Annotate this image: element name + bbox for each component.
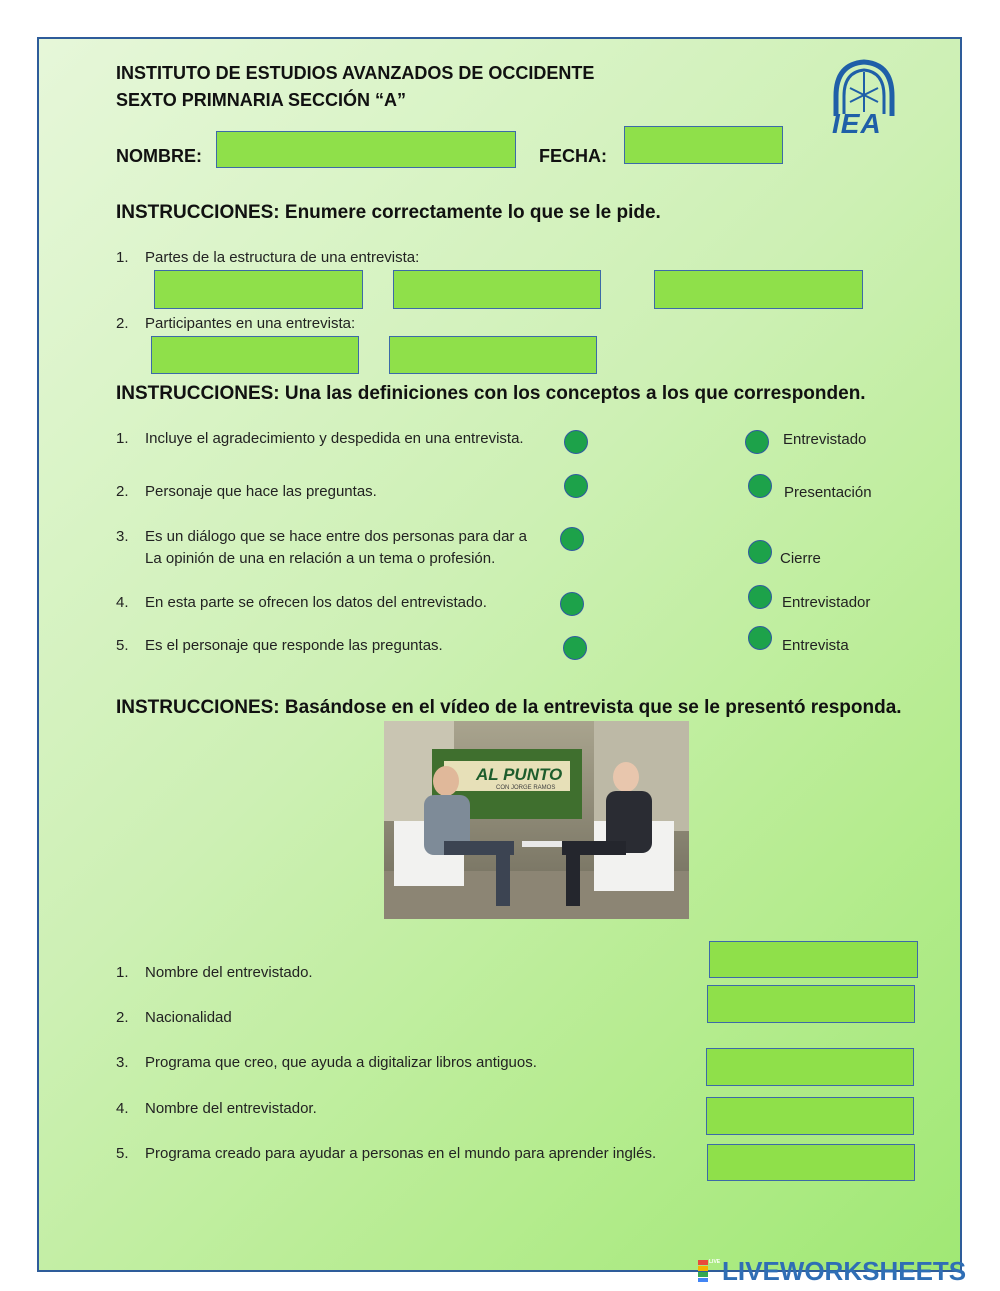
match-dot-left-1[interactable]	[564, 430, 588, 454]
definition-text-line2: La opinión de una en relación a un tema o profesión.	[145, 550, 496, 567]
item-number: 5.	[116, 637, 129, 654]
liveworksheets-brand	[698, 1257, 994, 1287]
concept-cierre: Cierre	[780, 550, 821, 567]
item-text: Participantes en una entrevista:	[145, 315, 356, 332]
brand-color-blocks-icon	[698, 1260, 708, 1282]
definition-1	[116, 428, 524, 450]
definition-text: Es un diálogo que se hace entre dos personas para dar a	[145, 528, 527, 545]
item-number: 2.	[116, 1009, 129, 1026]
item-number: 1.	[116, 430, 129, 447]
question-3	[116, 1052, 537, 1074]
video-banner-subtitle: CON JORGE RAMOS	[496, 785, 556, 791]
item-number: 1.	[116, 964, 129, 981]
match-dot-left-4[interactable]	[560, 592, 584, 616]
definition-3	[116, 526, 527, 570]
logo-text: IEA	[832, 108, 882, 139]
match-dot-right-4[interactable]	[748, 585, 772, 609]
section1-item-1	[116, 247, 419, 269]
answer-entrevistador-input[interactable]	[706, 1097, 914, 1135]
match-dot-right-5[interactable]	[748, 626, 772, 650]
section3-instructions: INSTRUCCIONES: Basándose en el vídeo de la entrevista que se le presentó responda.	[116, 697, 902, 718]
match-dot-left-2[interactable]	[564, 474, 588, 498]
item-number: 5.	[116, 1145, 129, 1162]
answer-nacionalidad-input[interactable]	[707, 985, 915, 1023]
question-text: Nombre del entrevistado.	[145, 964, 313, 981]
definition-text: Es el personaje que responde las preguntas.	[145, 637, 443, 654]
item-number: 4.	[116, 594, 129, 611]
school-logo	[828, 58, 900, 140]
question-text: Nombre del entrevistador.	[145, 1100, 317, 1117]
item-number: 2.	[116, 315, 129, 332]
concept-presentacion: Presentación	[784, 484, 872, 501]
definition-text: Incluye el agradecimiento y despedida en una entrevista.	[145, 430, 524, 447]
item-number: 3.	[116, 528, 129, 545]
nombre-label: NOMBRE:	[116, 146, 202, 166]
definition-text: Personaje que hace las preguntas.	[145, 483, 377, 500]
fecha-input[interactable]	[624, 126, 783, 164]
brand-text: LIVEWORKSHEETS	[722, 1256, 967, 1286]
item-number: 3.	[116, 1054, 129, 1071]
definition-5	[116, 635, 443, 657]
interview-video-thumbnail[interactable]	[384, 721, 689, 919]
answer-entrevistado-input[interactable]	[709, 941, 918, 978]
participantes-answer-2[interactable]	[389, 336, 597, 374]
estructura-answer-1[interactable]	[154, 270, 363, 309]
question-2	[116, 1007, 232, 1029]
match-dot-left-5[interactable]	[563, 636, 587, 660]
answer-programa-ingles-input[interactable]	[707, 1144, 915, 1181]
item-number: 1.	[116, 249, 129, 266]
section1-instructions: INSTRUCCIONES: Enumere correctamente lo que se le pide.	[116, 202, 661, 223]
estructura-answer-2[interactable]	[393, 270, 601, 309]
question-1	[116, 962, 313, 984]
question-text: Programa que creo, que ayuda a digitalizar libros antiguos.	[145, 1054, 537, 1071]
question-text: Programa creado para ayudar a personas en el mundo para aprender inglés.	[145, 1145, 657, 1162]
match-dot-right-3[interactable]	[748, 540, 772, 564]
video-banner-title: AL PUNTO	[476, 765, 563, 784]
fecha-label: FECHA:	[539, 146, 607, 166]
definition-text: En esta parte se ofrecen los datos del entrevistado.	[145, 594, 487, 611]
school-name: INSTITUTO DE ESTUDIOS AVANZADOS DE OCCIDENTE	[116, 63, 595, 83]
interview-scene-image	[384, 721, 689, 919]
item-number: 4.	[116, 1100, 129, 1117]
match-dot-right-1[interactable]	[745, 430, 769, 454]
question-4	[116, 1098, 317, 1120]
question-text: Nacionalidad	[145, 1009, 232, 1026]
concept-entrevista: Entrevista	[782, 637, 849, 654]
answer-programa-libros-input[interactable]	[706, 1048, 914, 1086]
match-dot-left-3[interactable]	[560, 527, 584, 551]
grade-section: SEXTO PRIMNARIA SECCIÓN “A”	[116, 90, 407, 110]
concept-entrevistador: Entrevistador	[782, 594, 871, 611]
concept-entrevistado: Entrevistado	[783, 431, 867, 448]
item-text: Partes de la estructura de una entrevista:	[145, 249, 420, 266]
section1-item-2	[116, 313, 355, 335]
participantes-answer-1[interactable]	[151, 336, 359, 374]
nombre-input[interactable]	[216, 131, 516, 168]
question-5	[116, 1143, 656, 1165]
definition-4	[116, 592, 487, 614]
definition-2	[116, 481, 377, 503]
item-number: 2.	[116, 483, 129, 500]
match-dot-right-2[interactable]	[748, 474, 772, 498]
brand-small-text: LIVE	[709, 1259, 721, 1265]
estructura-answer-3[interactable]	[654, 270, 863, 309]
section2-instructions: INSTRUCCIONES: Una las definiciones con los conceptos a los que corresponden.	[116, 383, 866, 404]
